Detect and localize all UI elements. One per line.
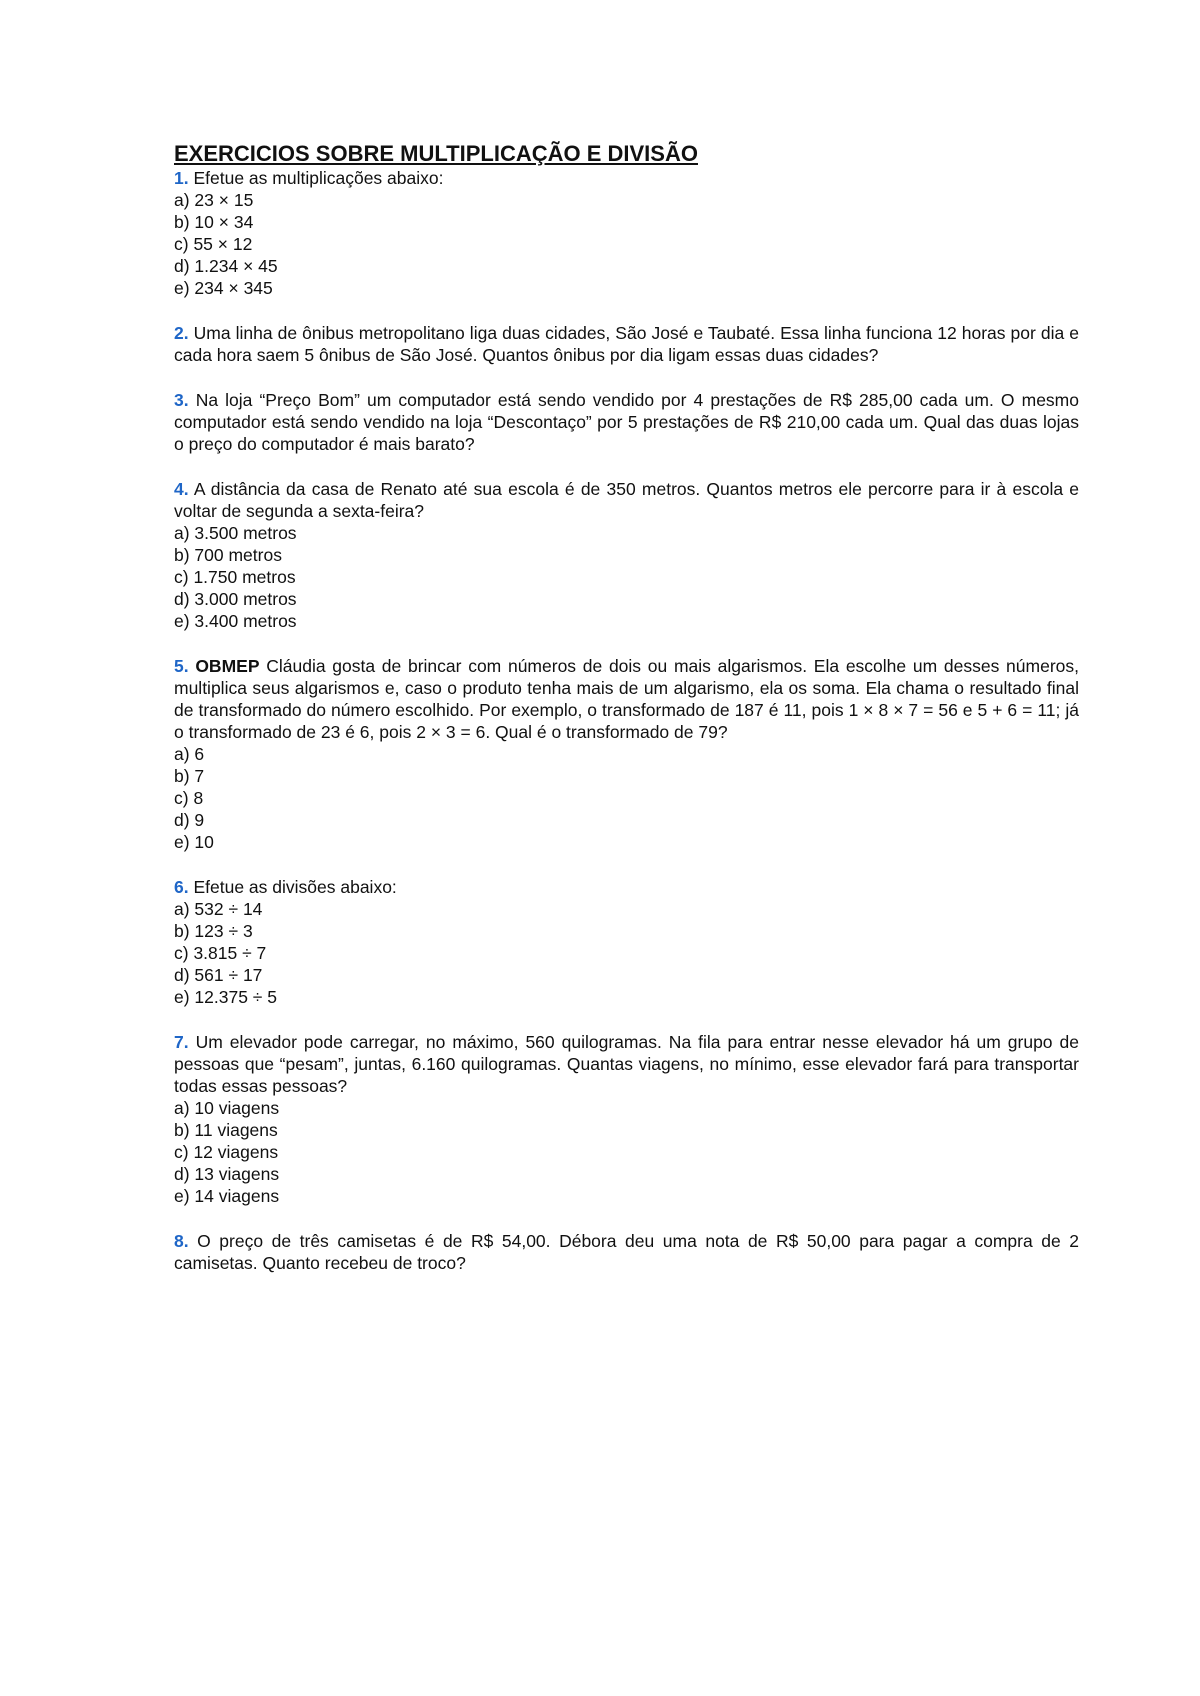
question-number: 8. [174, 1231, 189, 1251]
question-text: Um elevador pode carregar, no máximo, 560 quilogramas. Na fila para entrar nesse elevador há um grupo de pessoas que “pesam”, juntas, 6.160 quilogramas. Quantas viagens, no mínimo, esse elevador fará para transportar todas essas pessoas? [174, 1032, 1079, 1096]
question-2 [174, 322, 1079, 366]
option-a: a) 3.500 metros [174, 523, 297, 543]
worksheet [174, 141, 1079, 1274]
page-title: EXERCICIOS SOBRE MULTIPLICAÇÃO E DIVISÃO [174, 141, 698, 166]
option-b: b) 123 ÷ 3 [174, 921, 253, 941]
question-text: Na loja “Preço Bom” um computador está sendo vendido por 4 prestações de R$ 285,00 cada um. O mesmo computador está sendo vendido na loja “Descontaço” por 5 prestações de R$ 210,00 cada um. Qual das duas lojas o preço do computador é mais barato? [174, 390, 1079, 454]
option-e: e) 234 × 345 [174, 278, 273, 298]
question-text: Uma linha de ônibus metropolitano liga duas cidades, São José e Taubaté. Essa linha funciona 12 horas por dia e cada hora saem 5 ônibus de São José. Quantos ônibus por dia ligam essas duas cidades? [174, 323, 1079, 365]
question-number: 3. [174, 390, 189, 410]
question-text: O preço de três camisetas é de R$ 54,00. Débora deu uma nota de R$ 50,00 para pagar a compra de 2 camisetas. Quanto recebeu de troco? [174, 1231, 1079, 1273]
option-a: a) 532 ÷ 14 [174, 899, 263, 919]
question-number: 1. [174, 168, 189, 188]
option-d: d) 561 ÷ 17 [174, 965, 263, 985]
option-e: e) 3.400 metros [174, 611, 297, 631]
question-7 [174, 1031, 1079, 1097]
option-d: d) 3.000 metros [174, 589, 297, 609]
option-c: c) 8 [174, 788, 204, 808]
question-8 [174, 1230, 1079, 1274]
question-text: A distância da casa de Renato até sua escola é de 350 metros. Quantos metros ele percorre para ir à escola e voltar de segunda a sexta-feira? [174, 479, 1079, 521]
question-3 [174, 389, 1079, 455]
option-e: e) 10 [174, 832, 214, 852]
question-text: Efetue as multiplicações abaixo: [188, 168, 444, 188]
option-c: c) 1.750 metros [174, 567, 296, 587]
question-6 [174, 876, 1079, 898]
question-4 [174, 478, 1079, 522]
option-d: d) 1.234 × 45 [174, 256, 278, 276]
option-d: d) 13 viagens [174, 1164, 280, 1184]
option-b: b) 10 × 34 [174, 212, 254, 232]
question-number: 5. [174, 656, 189, 676]
option-d: d) 9 [174, 810, 205, 830]
option-a: a) 6 [174, 744, 205, 764]
option-e: e) 12.375 ÷ 5 [174, 987, 278, 1007]
question-number: 4. [174, 479, 189, 499]
option-b: b) 7 [174, 766, 205, 786]
option-b: b) 11 viagens [174, 1120, 278, 1140]
option-a: a) 10 viagens [174, 1098, 280, 1118]
option-a: a) 23 × 15 [174, 190, 254, 210]
option-c: c) 12 viagens [174, 1142, 279, 1162]
option-c: c) 55 × 12 [174, 234, 253, 254]
source-tag: OBMEP [188, 656, 260, 676]
option-e: e) 14 viagens [174, 1186, 280, 1206]
question-number: 7. [174, 1032, 189, 1052]
question-number: 2. [174, 323, 189, 343]
question-text: Efetue as divisões abaixo: [188, 877, 397, 897]
option-c: c) 3.815 ÷ 7 [174, 943, 267, 963]
option-b: b) 700 metros [174, 545, 282, 565]
question-text: Cláudia gosta de brincar com números de dois ou mais algarismos. Ela escolhe um desses números, multiplica seus algarismos e, caso o produto tenha mais de um algarismo, ela os soma. Ela chama o resultado final de transformado do número escolhido. Por exemplo, o transformado de 187 é 11, pois 1 × 8 × 7 = 56 e 5 + 6 = 11; já o transformado de 23 é 6, pois 2 × 3 = 6. Qual é o transformado de 79? [174, 656, 1079, 742]
question-number: 6. [174, 877, 189, 897]
question-1 [174, 167, 1079, 189]
question-5 [174, 655, 1079, 743]
